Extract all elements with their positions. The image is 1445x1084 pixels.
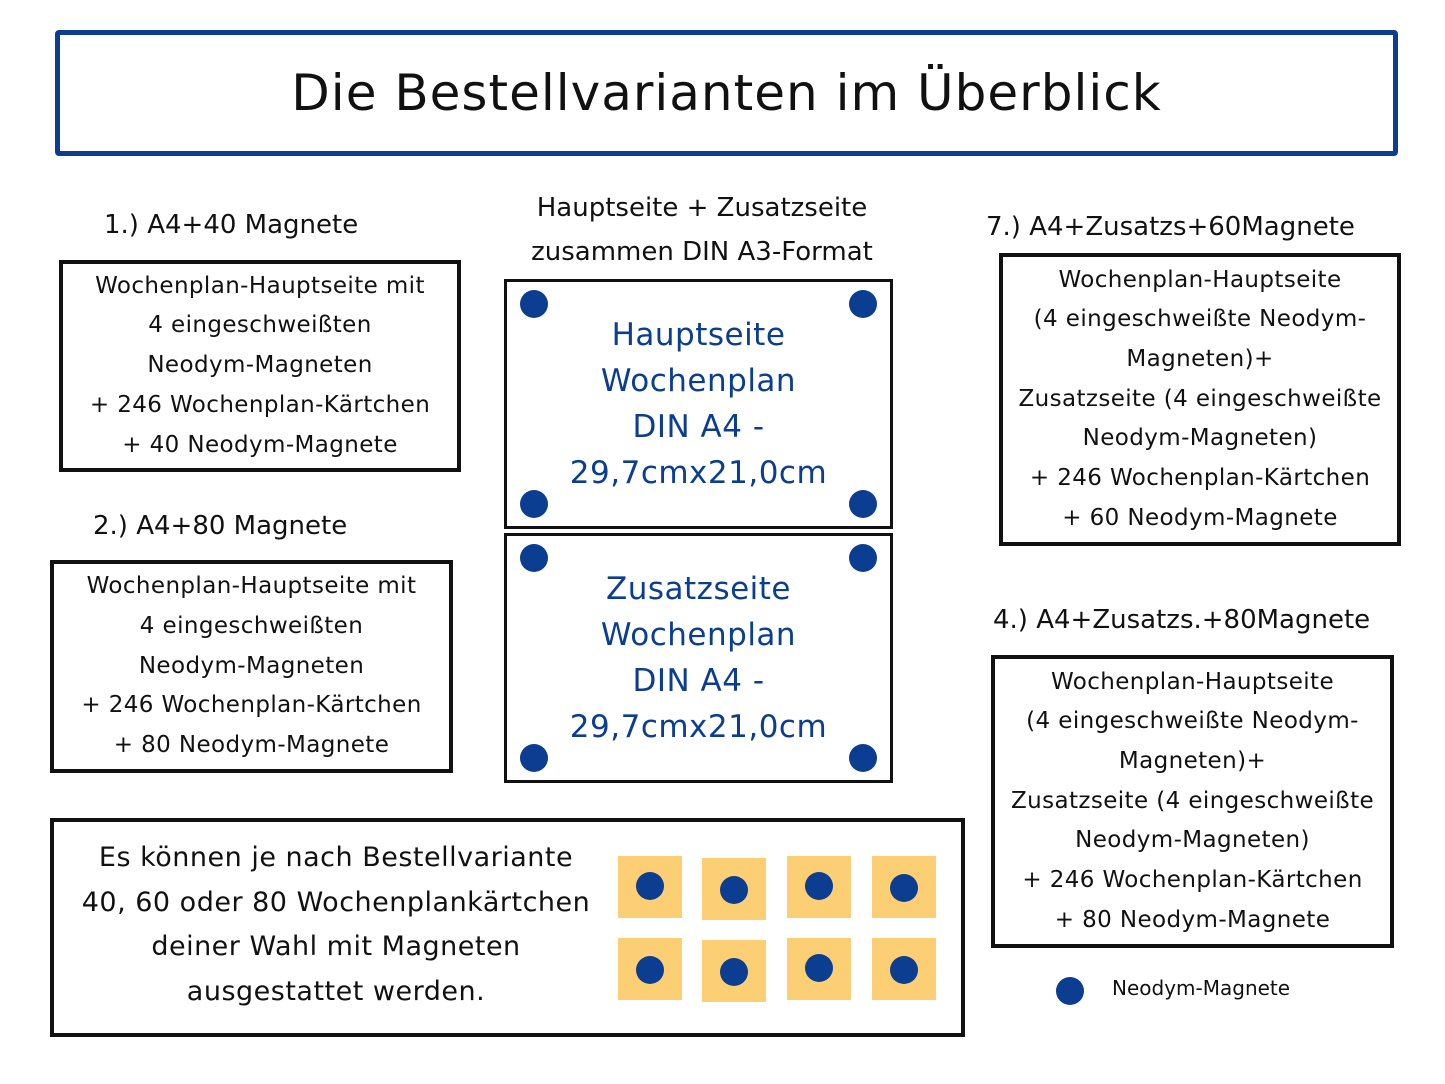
a3-caption-line: Hauptseite + Zusatzseite	[536, 193, 868, 223]
extra-page-line: 29,7cmx21,0cm	[569, 709, 828, 745]
variant-4-line: Zusatzseite (4 eingeschweißte	[1010, 787, 1375, 814]
variant-4-line: Magneten)+	[1118, 747, 1267, 774]
magnet-dot-icon	[849, 290, 877, 318]
magnet-dot-icon	[520, 490, 548, 518]
magnet-card	[618, 938, 682, 1000]
magnet-dot-icon	[805, 872, 833, 900]
magnet-card	[872, 856, 936, 918]
variant-2-box	[50, 560, 453, 773]
variant-1-line: 4 eingeschweißten	[148, 312, 372, 339]
variant-4-line: Neodym-Magneten)	[1075, 827, 1310, 854]
variant-1-line: + 40 Neodym-Magnete	[122, 431, 398, 458]
variant-7-line: Zusatzseite (4 eingeschweißte	[1018, 385, 1382, 412]
magnet-card	[787, 938, 851, 1000]
magnet-dot-icon	[849, 744, 877, 772]
variant-1-box	[59, 260, 461, 472]
variant-4-line: + 246 Wochenplan-Kärtchen	[1022, 867, 1363, 894]
info-box	[50, 818, 965, 1037]
info-line: 40, 60 oder 80 Wochenplankärtchen	[81, 886, 591, 918]
variant-7-line: Magneten)+	[1126, 345, 1274, 372]
variant-7-heading: 7.) A4+Zusatzs+60Magnete	[986, 212, 1355, 242]
magnet-dot-icon	[720, 876, 748, 904]
variant-1-line: Neodym-Magneten	[147, 352, 373, 379]
magnet-card	[787, 856, 851, 918]
magnet-dot-icon	[1056, 977, 1084, 1005]
magnet-card	[618, 856, 682, 918]
extra-page-line: Wochenplan	[600, 617, 797, 653]
variant-1-heading: 1.) A4+40 Magnete	[104, 210, 359, 240]
title-banner	[55, 30, 1398, 156]
info-line: Es können je nach Bestellvariante	[98, 842, 574, 873]
info-line: ausgestattet werden.	[186, 976, 486, 1008]
magnet-dot-icon	[636, 872, 664, 900]
variant-2-line: 4 eingeschweißten	[139, 612, 364, 639]
extra-page-line: DIN A4 -	[632, 663, 765, 699]
magnet-dot-icon	[520, 290, 548, 318]
magnet-dot-icon	[805, 954, 833, 982]
a3-caption	[504, 186, 900, 274]
variant-1-line: Wochenplan-Hauptseite mit	[95, 272, 425, 299]
main-page-line: DIN A4 -	[632, 409, 765, 445]
magnet-dot-icon	[849, 490, 877, 518]
main-page-card	[504, 279, 893, 529]
variant-7-line: + 60 Neodym-Magnete	[1062, 504, 1338, 531]
magnet-card	[702, 858, 766, 920]
page-title: Die Bestellvarianten im Überblick	[291, 64, 1162, 122]
variant-7-line: Wochenplan-Hauptseite	[1058, 266, 1342, 293]
extra-page-card	[504, 533, 893, 783]
magnet-dot-icon	[890, 956, 918, 984]
variant-4-line: + 80 Neodym-Magnete	[1054, 906, 1331, 933]
magnet-dot-icon	[520, 544, 548, 572]
variant-4-box	[991, 655, 1394, 948]
magnet-dot-icon	[720, 958, 748, 986]
variant-2-line: Wochenplan-Hauptseite mit	[86, 573, 417, 600]
variant-7-line: (4 eingeschweißte Neodym-	[1033, 306, 1367, 333]
magnet-card	[702, 940, 766, 1002]
variant-2-line: + 80 Neodym-Magnete	[113, 732, 390, 759]
variant-2-line: + 246 Wochenplan-Kärtchen	[81, 692, 422, 719]
main-page-line: Wochenplan	[600, 363, 797, 399]
magnet-dot-icon	[636, 956, 664, 984]
a3-caption-line: zusammen DIN A3-Format	[531, 237, 873, 267]
magnet-dot-icon	[849, 544, 877, 572]
info-line: deiner Wahl mit Magneten	[151, 931, 521, 963]
legend-label: Neodym-Magnete	[1112, 976, 1291, 1000]
magnet-card	[872, 938, 936, 1000]
variant-4-line: Wochenplan-Hauptseite	[1050, 668, 1335, 695]
main-page-line: 29,7cmx21,0cm	[569, 455, 828, 491]
magnet-dot-icon	[890, 874, 918, 902]
variant-7-line: Neodym-Magneten)	[1082, 425, 1318, 452]
info-text	[62, 836, 610, 1015]
extra-page-line: Zusatzseite	[605, 571, 792, 607]
variant-2-line: Neodym-Magneten	[138, 652, 365, 679]
magnet-dot-icon	[520, 744, 548, 772]
variant-4-line: (4 eingeschweißte Neodym-	[1026, 708, 1359, 735]
variant-4-heading: 4.) A4+Zusatzs.+80Magnete	[993, 605, 1371, 635]
variant-2-heading: 2.) A4+80 Magnete	[93, 511, 348, 541]
variant-1-line: + 246 Wochenplan-Kärtchen	[89, 391, 431, 418]
variant-7-line: + 246 Wochenplan-Kärtchen	[1029, 465, 1371, 492]
variant-7-box	[999, 253, 1401, 546]
main-page-line: Hauptseite	[611, 317, 786, 353]
